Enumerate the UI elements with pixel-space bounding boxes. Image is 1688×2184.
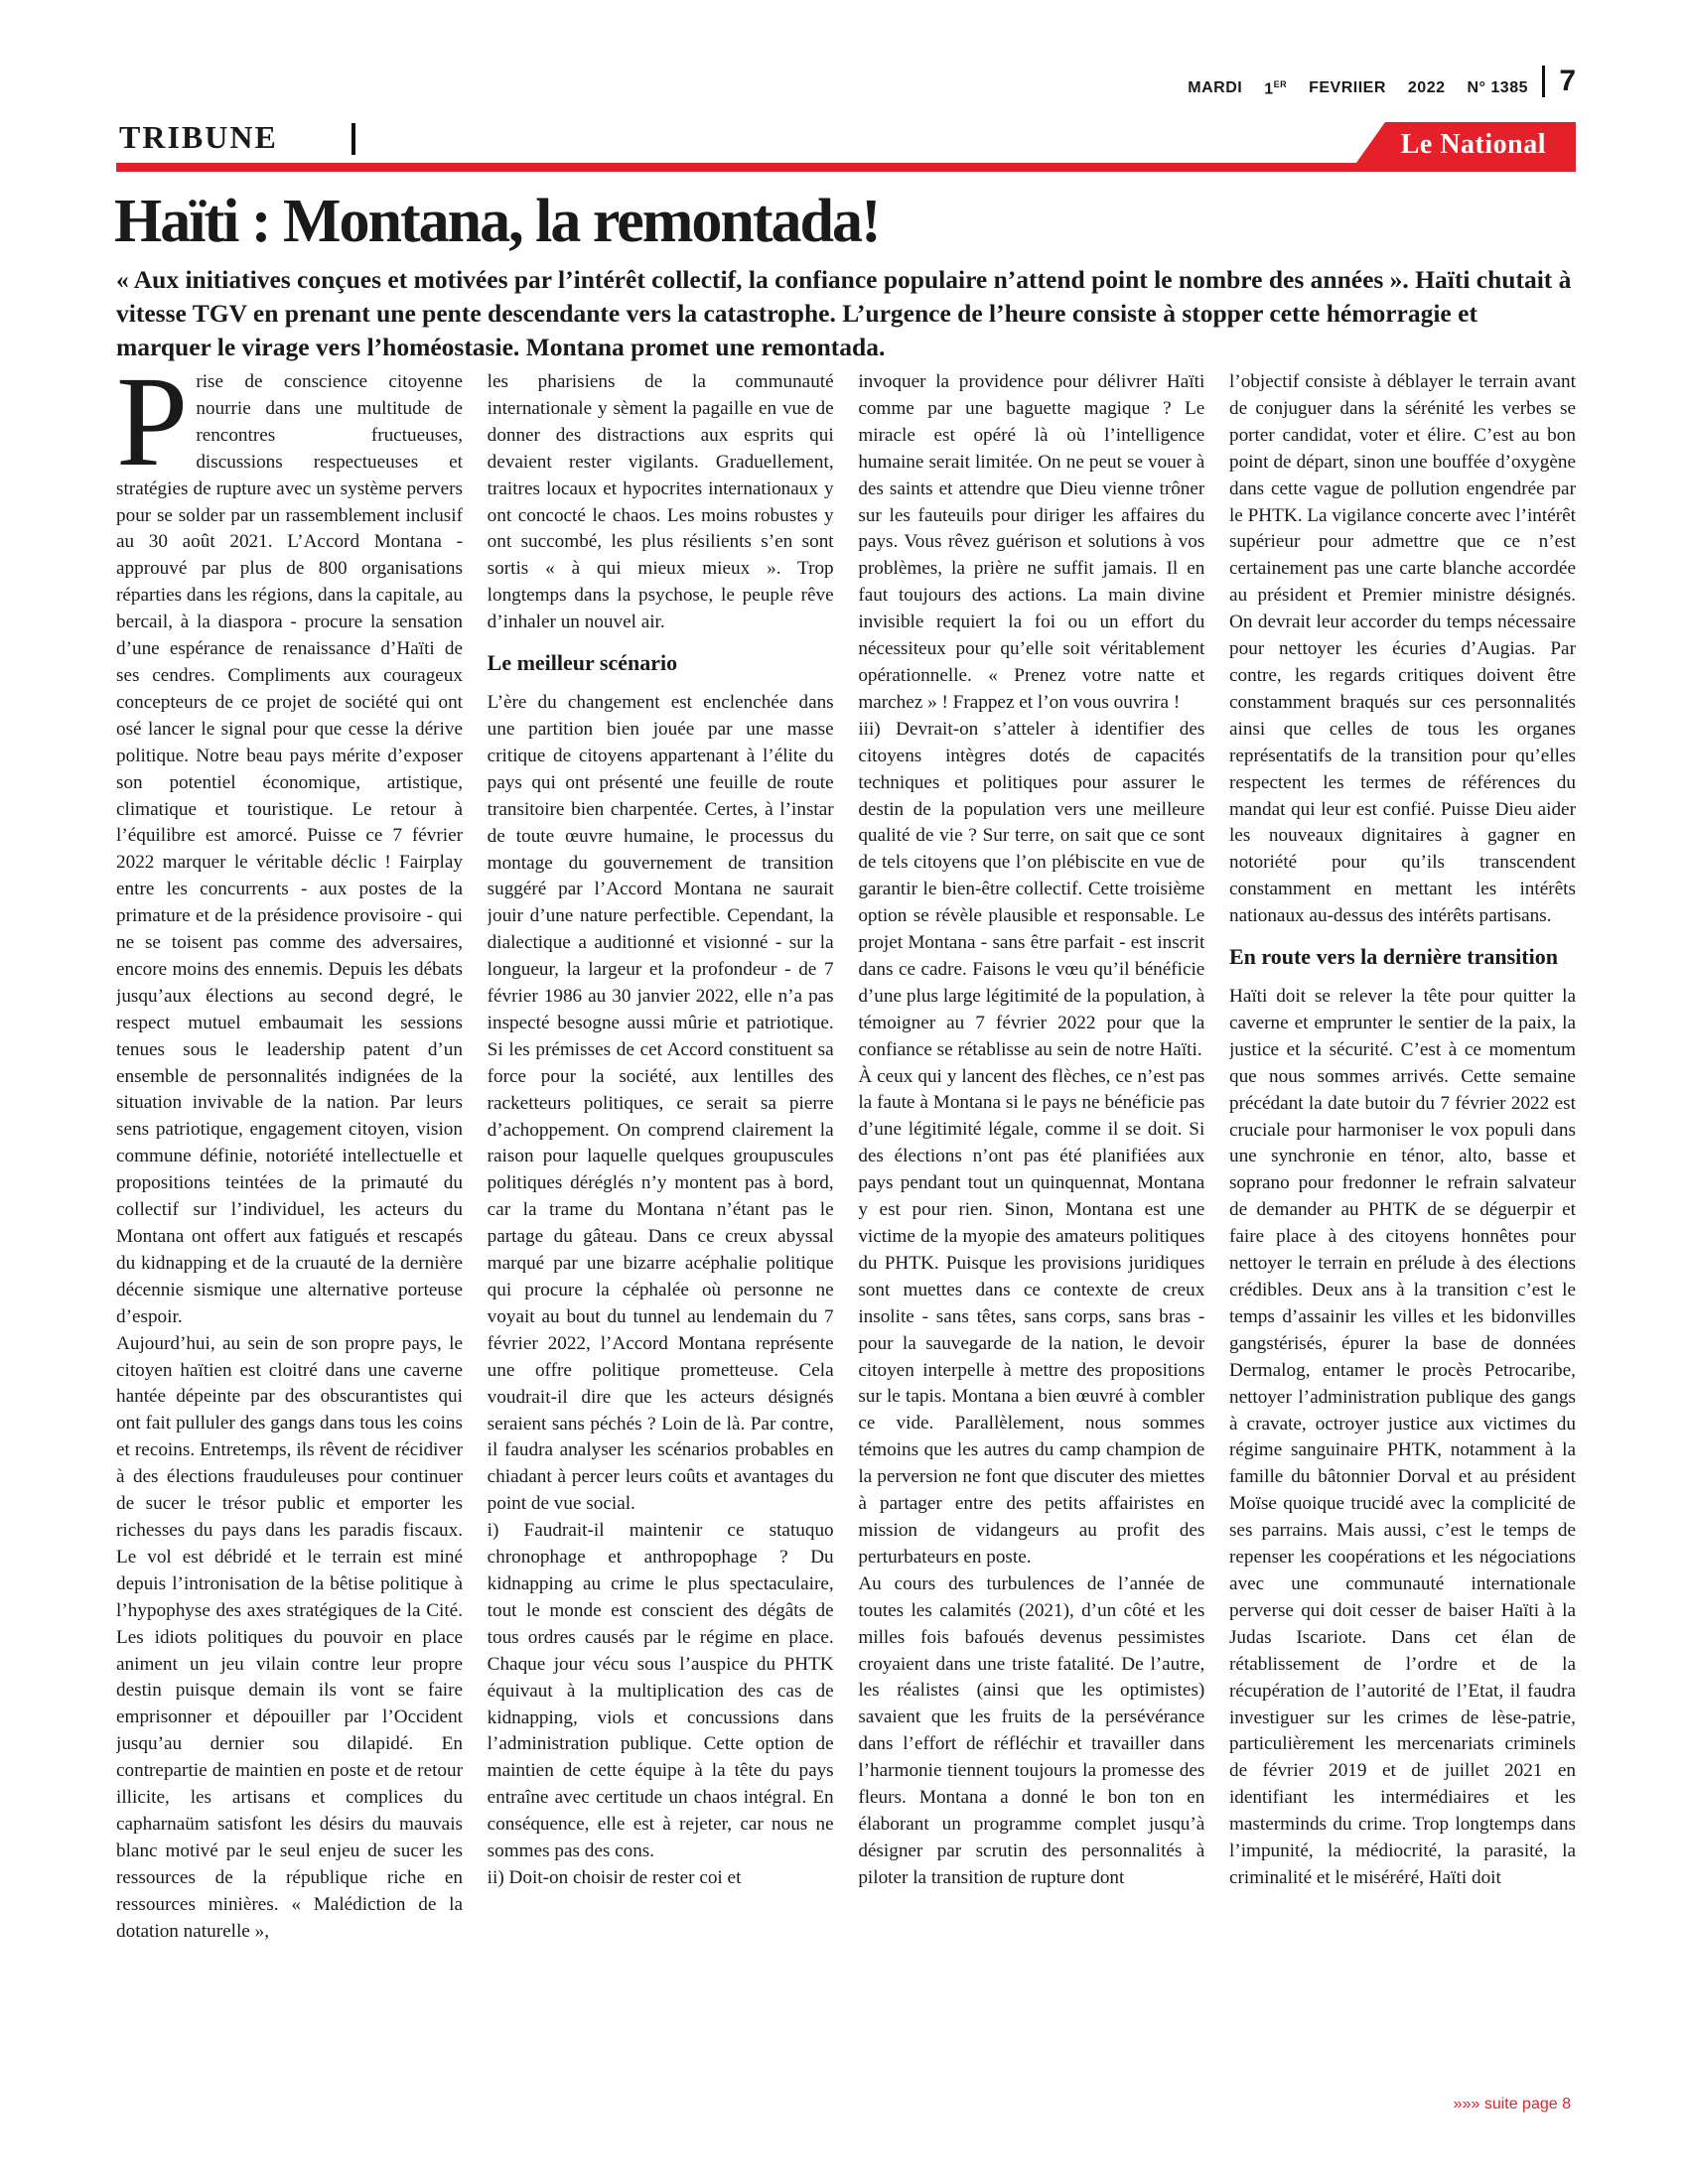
continued-link[interactable]: »»» suite page 8 xyxy=(1453,2096,1571,2113)
paragraph: iii) Devrait-on s’atteler à identifier des citoyens intègres dotés de capacités techniques et politiques pour assurer le destin de la population vers une meilleure qualité de vie ? Sur terre, on sait que ce sont de tels citoyens que l’on plébiscite en vue de garantir le bien-être collectif. Cette troisième option se révèle plausible et responsable. Le projet Montana - sans être parfait - est inscrit dans ce cadre. Faisons le vœu qu’il bénéficie d’une plus large légitimité de la population, à témoigner au 7 février 2022 pour que la confiance se rétablisse au sein de notre Haïti. xyxy=(858,718,1205,1060)
paragraph: invoquer la providence pour délivrer Haïti comme par une baguette magique ? Le miracle est opéré là où l’intelligence humaine serait limitée. On ne peut se vouer à des saints et attendre que Dieu vienne trôner sur les fauteuils pour diriger les affaires du pays. Vous rêvez guérison et solutions à vos problèmes, la prière ne suffit jamais. Il en faut toujours des actions. La main divine invisible requiert la foi ou un effort du nécessiteux pour qu’elle soit véritablement opérationnelle. « Prenez votre natte et marchez » ! Frappez et l’on vous ouvrira ! xyxy=(858,371,1205,713)
article-deck: « Aux initiatives conçues et motivées par l’intérêt collectif, la confiance populaire n’attend point le nombre des années ». Haïti chutait à vitesse TGV en prenant une pente descendante vers la catastrophe. L’urgence de l’heure consiste à stopper cette hémorragie et marquer le virage vers l’homéostasie. Montana promet une remontada. xyxy=(116,265,1572,361)
drop-cap: P xyxy=(116,369,189,493)
article-body xyxy=(116,369,1576,2077)
subheading: En route vers la dernière transition xyxy=(1228,944,1558,970)
date-day: MARDI xyxy=(1188,79,1243,96)
paragraph: i) Faudrait-il maintenir ce statuquo chronophage et anthropophage ? Du kidnapping au crime le plus spectaculaire, tout le monde est conscient des dégâts de tous ordres causés par le régime en place. Chaque jour vécu sous l’auspice du PHTK équivaut à la multiplication des cas de kidnapping, viols et concussions dans l’administration publique. Cette option de maintien de cette équipe à la tête du pays entraîne avec certitude un chaos intégral. En conséquence, elle est à rejeter, car nous ne sommes pas des cons. xyxy=(487,1520,834,1862)
paragraph: Au cours des turbulences de l’année de toutes les calamités (2021), d’un côté et les milles fois bafoués devenus pessimistes croyaient dans une triste fatalité. De l’autre, les réalistes (ainsi que les optimistes) savaient que les fruits de la persévérance dans l’effort de réfléchir et travailler dans l’harmonie tiennent toujours la promesse des fleurs. Montana a donné le bon ton en élaborant un programme complet jusqu’à désigner par scrutin des personnalités à piloter la transition de rupture dont xyxy=(858,1572,1205,1888)
paragraph: Aujourd’hui, au sein de son propre pays, le citoyen haïtien est cloitré dans une caverne hantée dépeinte par des obscurantistes qui ont fait pulluler des gangs dans tous les coins et recoins. Entretemps, ils rêvent de récidiver à des élections frauduleuses pour continuer de sucer le trésor public et emporter les richesses du pays dans les paradis fiscaux. Le vol est débridé et le terrain est miné depuis l’intronisation de la bêtise politique à l’hypophyse des axes stratégiques de la Cité. Les idiots politiques du pouvoir en place animent un jeu vilain contre leur propre destin puisque demain ils vont se faire emprisonner et dépouiller par l’Occident jusqu’au dernier sou dilapidé. En contrepartie de maintien en poste et de retour illicite, les artisans et complices du capharnaüm satisfont les désirs du mauvais blanc motivé par le seul enjeu de sucer les ressources de la république riche en ressources minières. « Malédiction de la dotation naturelle », xyxy=(116,1332,463,1942)
masthead xyxy=(116,66,1576,177)
date-year: 2022 xyxy=(1407,79,1446,96)
dateline xyxy=(1166,79,1528,98)
brand-name: Le National xyxy=(1400,129,1546,160)
column-2 xyxy=(488,369,834,2077)
paragraph: À ceux qui y lancent des flèches, ce n’est pas la faute à Montana si le pays ne bénéficie pas d’une légitimité légale, comme il se doit. Si des élections n’ont pas été planifiées aux pays pendant tout un quinquennat, Montana y est pour rien. Sinon, Montana est une victime de la myopie des amateurs politiques du PHTK. Puisque les provisions juridiques sont muettes dans ce contexte de creux insolite - sans têtes, sans corps, sans bras - pour la sauvegarde de la nation, le devoir citoyen interpelle à mettre des propositions sur le tapis. Montana a bien œuvré à combler ce vide. Parallèlement, nous sommes témoins que les autres du camp champion de la perversion ne font que discuter des miettes à partager entre des petits affairistes en mission de vidangeurs au profit des perturbateurs en poste. xyxy=(858,1065,1205,1568)
paragraph: les pharisiens de la communauté internationale y sèment la pagaille en vue de donner des distractions aux esprits qui devaient rester vigilants. Graduellement, traitres locaux et hypocrites internationaux y ont concocté le chaos. Les moins robustes y ont succombé, les plus résilients s’en sont sortis « à qui mieux mieux ». Trop longtemps dans la psychose, le peuple rêve d’inhaler un nouvel air. xyxy=(487,371,834,633)
section-divider xyxy=(352,123,355,155)
paragraph: Haïti doit se relever la tête pour quitter la caverne et emprunter le sentier de la paix, la justice et la sécurité. C’est à ce momentum que nous sommes arrivés. Cette semaine précédant la date butoir du 7 février 2022 est cruciale pour harmoniser le vox populi dans une synchronie en ténor, alto, basse et soprano pour fredonner le refrain salvateur de demander au PHTK de se déguerpir et faire place à des citoyens honnêtes pour nettoyer le terrain en prélude à des élections crédibles. Deux ans à la transition c’est le temps d’assainir les villes et les bidonvilles gangstérisés, épurer la base de données Dermalog, entamer le procès Petrocaribe, nettoyer l’administration publique des gangs à cravate, octroyer justice aux victimes du régime sanguinaire PHTK, notamment à la famille du bâtonnier Dorval et au président Moïse quoique trucidé avec la complicité de ses parrains. Mais aussi, c’est le temps de repenser les coopérations et les négociations avec une communauté internationale perverse qui doit cesser de baiser Haïti à la Judas Iscariote. Dans cet élan de rétablissement de l’ordre et de la récupération de l’autorité de l’Etat, il faudra investiguer sur les crimes de lèse-patrie, particulièrement les mercenariats criminels de février 2019 et de juillet 2021 en identifiant les intermédiaires et les masterminds du crime. Trop longtemps dans l’impunité, la médiocrité, la parasité, la criminalité et le miséréré, Haïti doit xyxy=(1228,986,1576,1888)
subheading: Le meilleur scénario xyxy=(487,650,678,676)
column-4 xyxy=(1229,369,1576,2077)
article-headline: Haïti : Montana, la remontada! xyxy=(114,188,880,255)
issue-number: N° 1385 xyxy=(1467,79,1528,96)
section-label: TRIBUNE xyxy=(119,119,278,155)
column-3 xyxy=(858,369,1204,2077)
date-number: 1ER xyxy=(1264,79,1288,98)
column-1 xyxy=(116,369,463,2077)
paragraph: l’objectif consiste à déblayer le terrain avant de conjuguer dans la sérénité les verbes se porter candidat, voter et élire. C’est au bon point de départ, sinon une bouffée d’oxygène dans cette vague de pollution engendrée par le PHTK. La vigilance concerte avec l’intérêt supérieur pour admettre que ce n’est certainement pas une carte blanche accordée au président et Premier ministre désignés. On devrait leur accorder du temps nécessaire pour nettoyer les écuries d’Augias. Par contre, les regards critiques doivent être constamment braqués sur ces personnalités ainsi que celles de tous les organes représentatifs de la transition pour qu’elles respectent les termes de références du mandat qui leur est confié. Puisse Dieu aider les nouveaux dignitaires à gagner en notoriété pour qu’ils transcendent constamment en mettant les intérêts nationaux au-dessus des intérêts partisans. xyxy=(1228,371,1576,927)
paragraph: L’ère du changement est enclenchée dans une partition bien jouée par une masse critique de citoyens appartenant à l’élite du pays qui ont présenté une feuille de route transitoire bien charpentée. Certes, à l’instar de toute œuvre humaine, le processus du montage du gouvernement de transition suggéré par l’Accord Montana ne saurait jouir d’une nature perfectible. Cependant, la dialectique a auditionné et visionné - sur la longueur, la largeur et la profondeur - de 7 février 1986 au 30 janvier 2022, elle n’a pas inspecté besogne aussi mûrie et patriotique. Si les prémisses de cet Accord constituent sa force pour la société, aux lentilles des racketteurs politiques, ce serait sa pierre d’achoppement. On comprend clairement la raison pour laquelle quelques groupuscules politiques déréglés n’y montent pas à bord, car la trame du Montana n’étant pas le partage du gâteau. Dans ce creux abyssal marqué par une bizarre acéphalie politique qui procure la céphalée où personne ne voyait au bout du tunnel au lendemain du 7 février 2022, l’Accord Montana représente une offre politique prometteuse. Cela voudrait-il dire que les acteurs désignés seraient sans péchés ? Loin de là. Par contre, il faudra analyser les scénarios probables en chiadant à percer leurs coûts et avantages du point de vue social. xyxy=(487,692,834,1515)
date-suffix: ER xyxy=(1273,79,1288,89)
page-number: 7 xyxy=(1542,66,1576,97)
paragraph: Prise de conscience citoyenne nourrie dans une multitude de rencontres fructueuses, discussions respectueuses et stratégies de rupture avec un système pervers pour se solder par un rassemblement inclusif au 30 août 2021. L’Accord Montana - approuvé par plus de 800 organisations réparties dans les régions, dans la capitale, au bercail, à la diaspora - procure la sensation d’une espérance de renaissance d’Haïti de ses cendres. Compliments aux courageux concepteurs de ce projet de société qui ont osé lancer le signal pour que cesse la dérive politique. Notre beau pays mérite d’exposer son potentiel économique, artistique, climatique et touristique. Le retour à l’équilibre est amorcé. Puisse ce 7 février 2022 marquer le véritable déclic ! Fairplay entre les concurrents - aux postes de la primature et de la présidence provisoire - qui ne se toisent pas comme des adversaires, encore moins des ennemis. Depuis les débats jusqu’aux élections au second degré, le respect mutuel embaumait les sessions tenues sous le leadership patent d’un ensemble de personnalités indignées de la situation invivable de la nation. Par leurs sens patriotique, engagement citoyen, vision commune définie, notoriété intellectuelle et propositions teintées de la primauté du collectif sur l’individuel, les acteurs du Montana ont offert aux fatigués et rescapés du kidnapping et de la cruauté de la dernière décennie sismique une alternative porteuse d’espoir. xyxy=(116,369,463,1327)
paragraph: ii) Doit-on choisir de rester coi et xyxy=(487,1866,742,1888)
date-month: FEVRIIER xyxy=(1309,79,1386,96)
